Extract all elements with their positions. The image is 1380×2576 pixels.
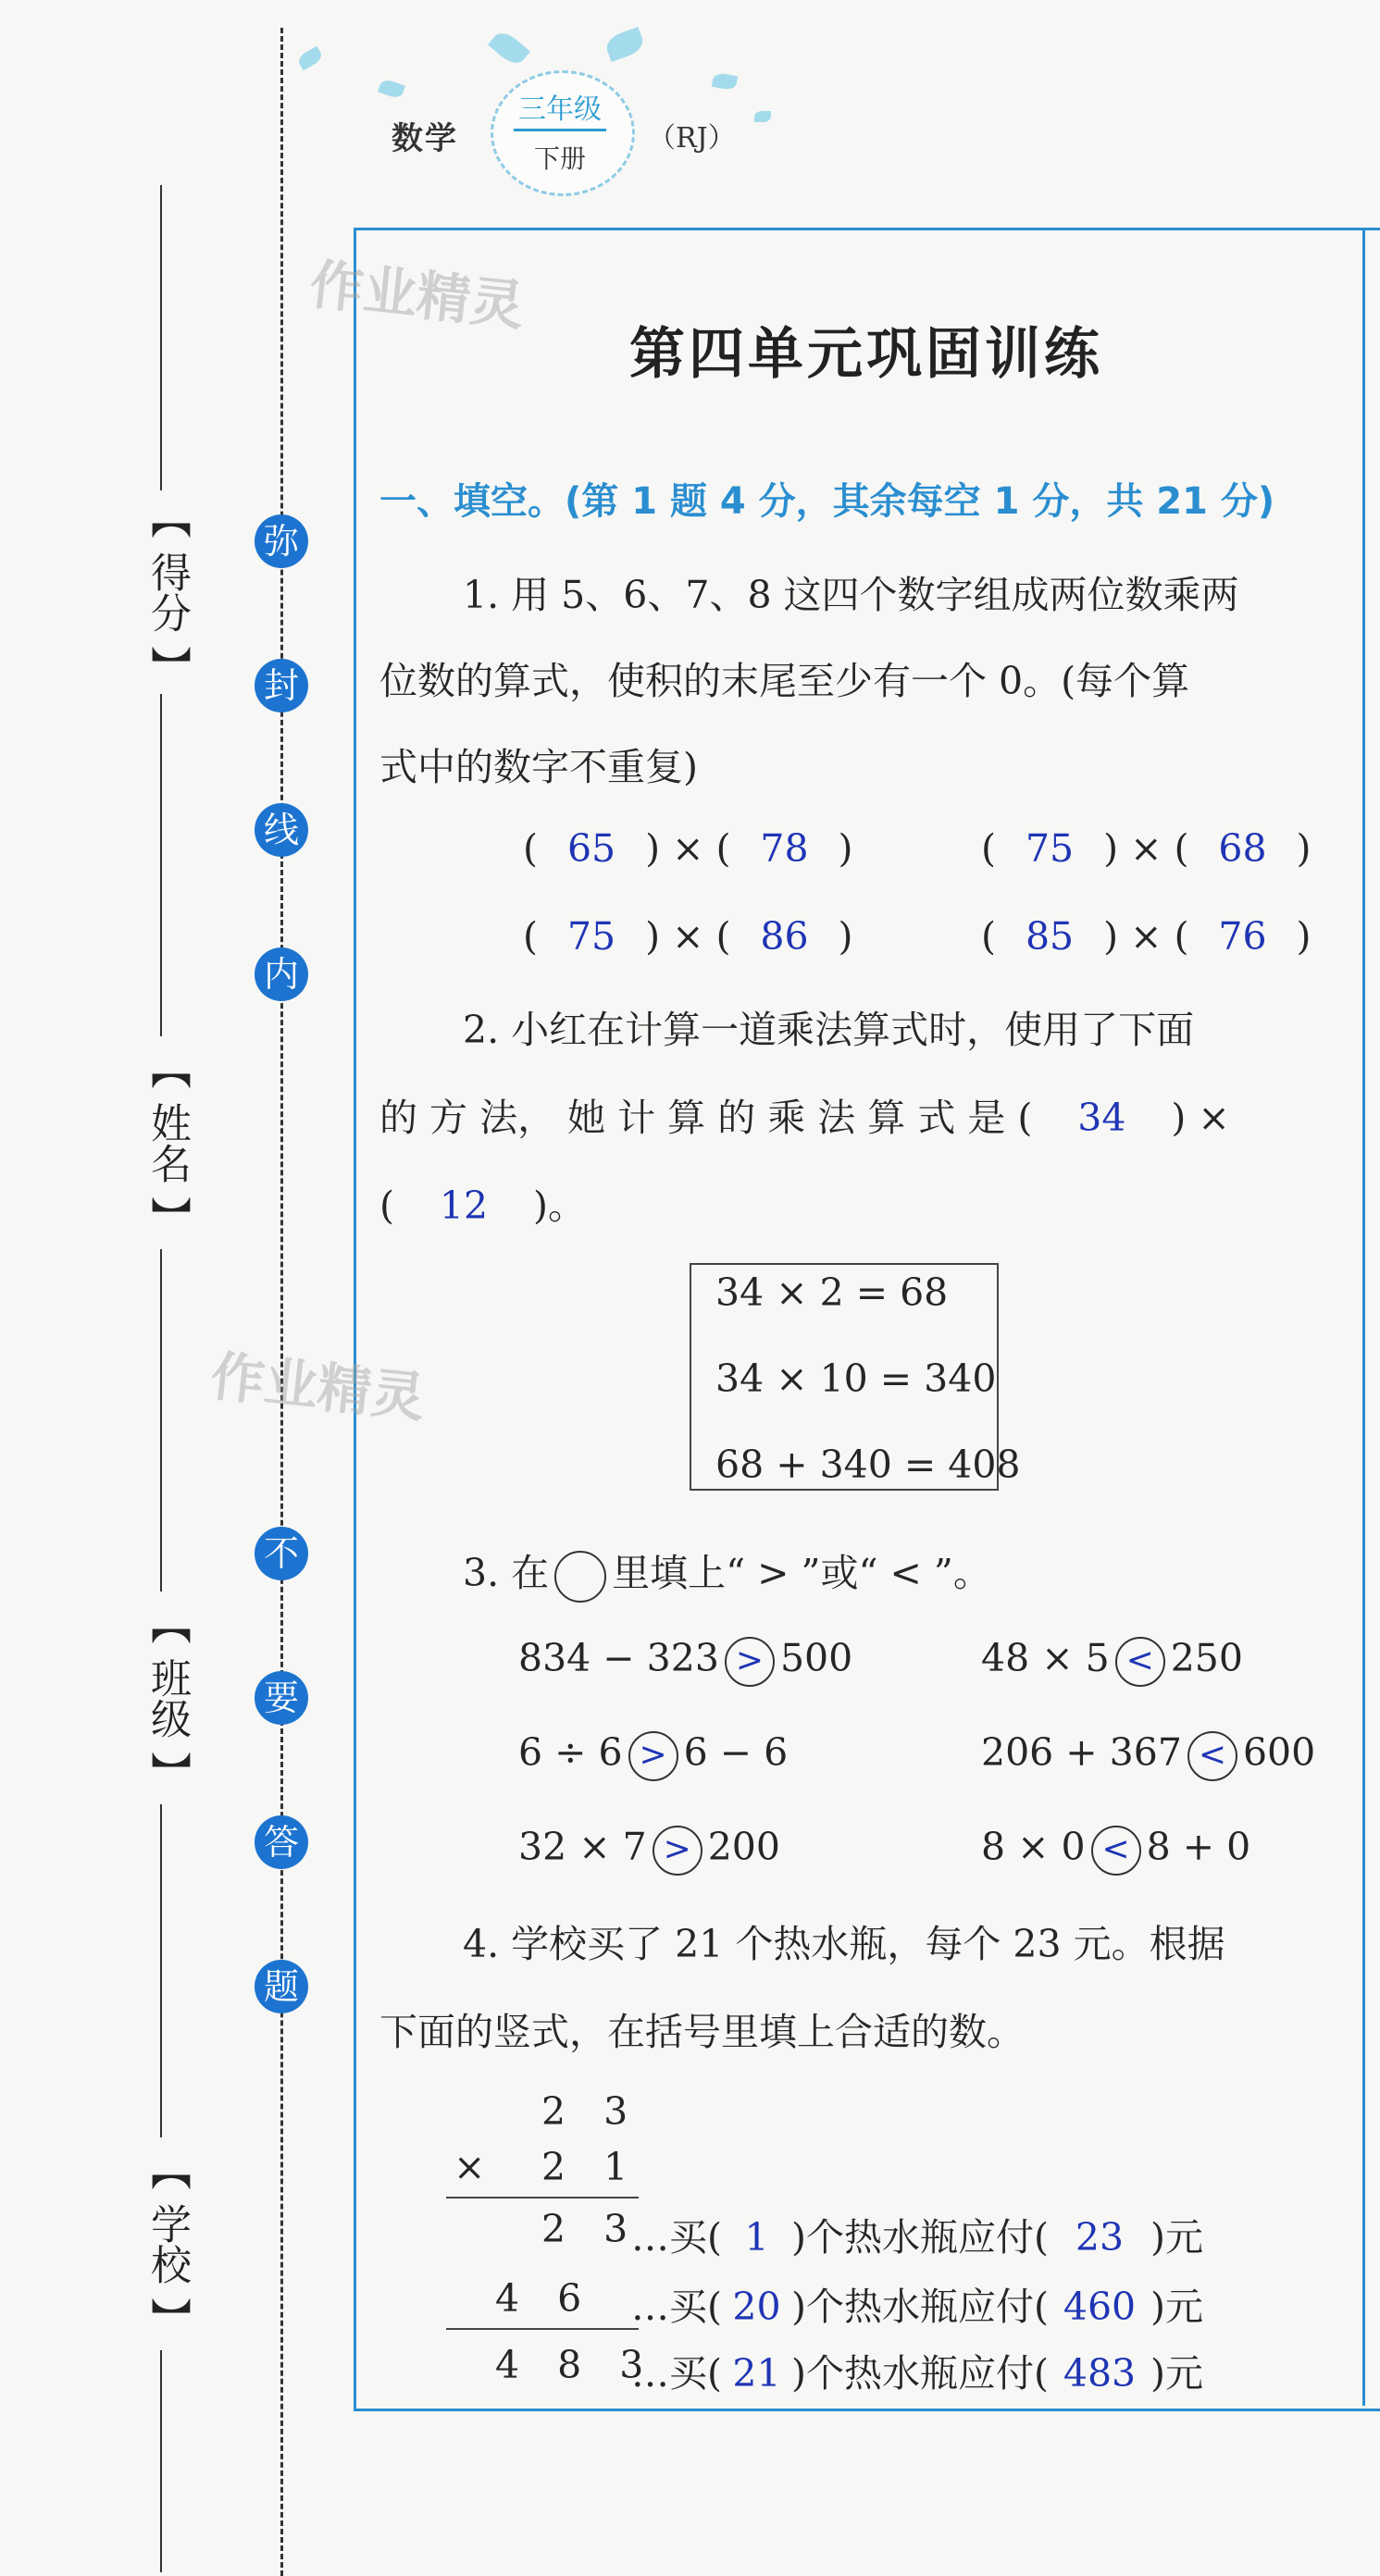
question-2-text: ( 12 )。 (379, 1183, 586, 1228)
purchase-line (631, 2276, 1203, 2331)
question-2-prefix: 的 方 法， 她 计 算 的 乘 法 算 式 是 ( (379, 1096, 1033, 1140)
answer-value: 1 (744, 2215, 769, 2260)
purchase-text: )元 (1150, 2285, 1203, 2329)
comparison-left: 6 ÷ 6 (518, 1730, 623, 1775)
leaf-decoration (378, 78, 405, 100)
answer-expression: ( 75 ) × ( 68 ) (981, 826, 1312, 871)
comparison-sign: > (628, 1731, 678, 1781)
leaf-decoration (488, 28, 530, 68)
answer-value: 20 (732, 2285, 781, 2329)
answer-value: 85 (1025, 914, 1075, 959)
answer-value: 34 (1077, 1096, 1126, 1140)
purchase-text: )元 (1150, 2215, 1203, 2260)
badge-divider (514, 129, 606, 131)
score-field-label: 【 得分 】 (132, 490, 188, 694)
answer-value: 86 (760, 914, 809, 959)
question-4-text: 4. 学校买了 21 个热水瓶，每个 23 元。根据 (463, 1922, 1225, 1966)
partial-product: 4 6 (495, 2276, 595, 2321)
comparison-item (518, 1636, 852, 1687)
seal-char: 内 (255, 947, 308, 1001)
question-4-text: 下面的竖式，在括号里填上合适的数。 (379, 2010, 1025, 2054)
edition-label: （RJ） (648, 122, 736, 155)
comparison-left: 206 + 367 (981, 1730, 1182, 1775)
final-product: 4 8 3 (495, 2343, 657, 2387)
section-heading: 一、填空。(第 1 题 4 分，其余每空 1 分，共 21 分) (379, 480, 1275, 523)
seal-dashed-line (280, 28, 283, 2576)
class-field-label: 【 班级 】 (132, 1591, 188, 1804)
purchase-text: )个热水瓶应付( (791, 2215, 1049, 2260)
leaf-decoration (603, 27, 646, 62)
comparison-sign: < (1187, 1731, 1237, 1781)
purchase-text: )元 (1150, 2351, 1203, 2396)
comparison-sign: < (1091, 1826, 1141, 1876)
watermark: 作业精灵 (207, 1344, 429, 1430)
name-field-label: 【 姓名 】 (132, 1036, 188, 1249)
question-2-text: 的 方 法， 她 计 算 的 乘 法 算 式 是 ( 34 ) × (379, 1096, 1230, 1140)
comparison-right: 500 (779, 1636, 853, 1680)
question-1-text: 式中的数字不重复) (379, 745, 698, 789)
volume-label: 下册 (533, 143, 586, 174)
comparison-right: 250 (1170, 1636, 1243, 1680)
leaf-decoration (296, 46, 325, 71)
comparison-left: 48 × 5 (981, 1636, 1110, 1680)
question-3-text (463, 1542, 991, 1603)
calculation-line: 68 + 340 = 408 (715, 1443, 1021, 1487)
comparison-item (981, 1636, 1243, 1687)
purchase-text: )个热水瓶应付( (791, 2351, 1049, 2396)
comparison-right: 200 (707, 1825, 780, 1869)
answer-expression: ( 85 ) × ( 76 ) (981, 914, 1312, 959)
answer-value: 75 (566, 914, 616, 959)
question-2-text: 2. 小红在计算一道乘法算式时，使用了下面 (463, 1008, 1195, 1052)
purchase-line (631, 2343, 1203, 2397)
question-3-prefix: 3. 在 (463, 1551, 550, 1595)
answer-value: 12 (439, 1183, 489, 1228)
subject-label: 数学 (392, 120, 458, 157)
answer-value: 78 (760, 826, 809, 871)
answer-expression: ( 75 ) × ( 86 ) (523, 914, 853, 959)
vertical-mult-rule (446, 2328, 639, 2330)
school-field-label: 【 学校 】 (132, 2137, 188, 2350)
comparison-item (981, 1730, 1315, 1781)
comparison-left: 32 × 7 (518, 1825, 647, 1869)
comparison-item (518, 1825, 780, 1876)
purchase-text: …买( (631, 2285, 722, 2329)
leaf-decoration (712, 72, 738, 91)
vertical-mult-rule (446, 2197, 639, 2198)
comparison-item (981, 1825, 1250, 1876)
content-frame-edge (1362, 228, 1365, 2406)
comparison-item (518, 1730, 788, 1781)
comparison-sign: < (1115, 1637, 1165, 1687)
question-1-text: 位数的算式，使积的末尾至少有一个 0。(每个算 (379, 659, 1190, 703)
page-title: 第四单元巩固训练 (629, 322, 1103, 387)
answer-value: 483 (1063, 2351, 1137, 2396)
answer-expression: ( 65 ) × ( 78 ) (523, 826, 853, 871)
purchase-text: )个热水瓶应付( (791, 2285, 1049, 2329)
answer-value: 460 (1063, 2285, 1137, 2329)
circle-placeholder-icon (554, 1551, 606, 1603)
comparison-right: 600 (1242, 1730, 1316, 1775)
seal-char: 题 (255, 1960, 308, 2013)
times-sign: × (454, 2145, 499, 2189)
watermark: 作业精灵 (306, 253, 528, 338)
seal-char: 要 (255, 1671, 308, 1725)
answer-value: 68 (1218, 826, 1267, 871)
purchase-text: …买( (631, 2351, 722, 2396)
comparison-sign: > (653, 1826, 702, 1876)
question-3-suffix: 里填上“ > ”或“ < ”。 (612, 1551, 991, 1595)
comparison-left: 834 − 323 (518, 1636, 719, 1680)
comparison-right: 6 − 6 (683, 1730, 789, 1775)
answer-value: 23 (1075, 2215, 1125, 2260)
vertical-mult-multiplier: 2 1 (541, 2145, 641, 2189)
seal-char: 不 (255, 1527, 308, 1580)
seal-char: 线 (255, 803, 308, 857)
seal-char: 封 (255, 659, 308, 712)
seal-char: 弥 (255, 514, 308, 568)
partial-product: 2 3 (541, 2207, 641, 2251)
answer-value: 65 (566, 826, 616, 871)
question-1-text: 1. 用 5、6、7、8 这四个数字组成两位数乘两 (463, 573, 1239, 617)
answer-value: 76 (1218, 914, 1267, 959)
leaf-decoration (754, 111, 771, 122)
calculation-line: 34 × 10 = 340 (715, 1356, 997, 1401)
comparison-sign: > (725, 1637, 775, 1687)
vertical-mult-top: 2 3 (541, 2089, 641, 2134)
seal-char: 答 (255, 1815, 308, 1869)
purchase-line (631, 2207, 1203, 2261)
comparison-left: 8 × 0 (981, 1825, 1086, 1869)
answer-value: 75 (1025, 826, 1075, 871)
calculation-line: 34 × 2 = 68 (715, 1270, 949, 1315)
purchase-text: …买( (631, 2215, 722, 2260)
grade-label: 三年级 (518, 93, 602, 126)
answer-value: 21 (732, 2351, 781, 2396)
comparison-right: 8 + 0 (1146, 1825, 1251, 1869)
